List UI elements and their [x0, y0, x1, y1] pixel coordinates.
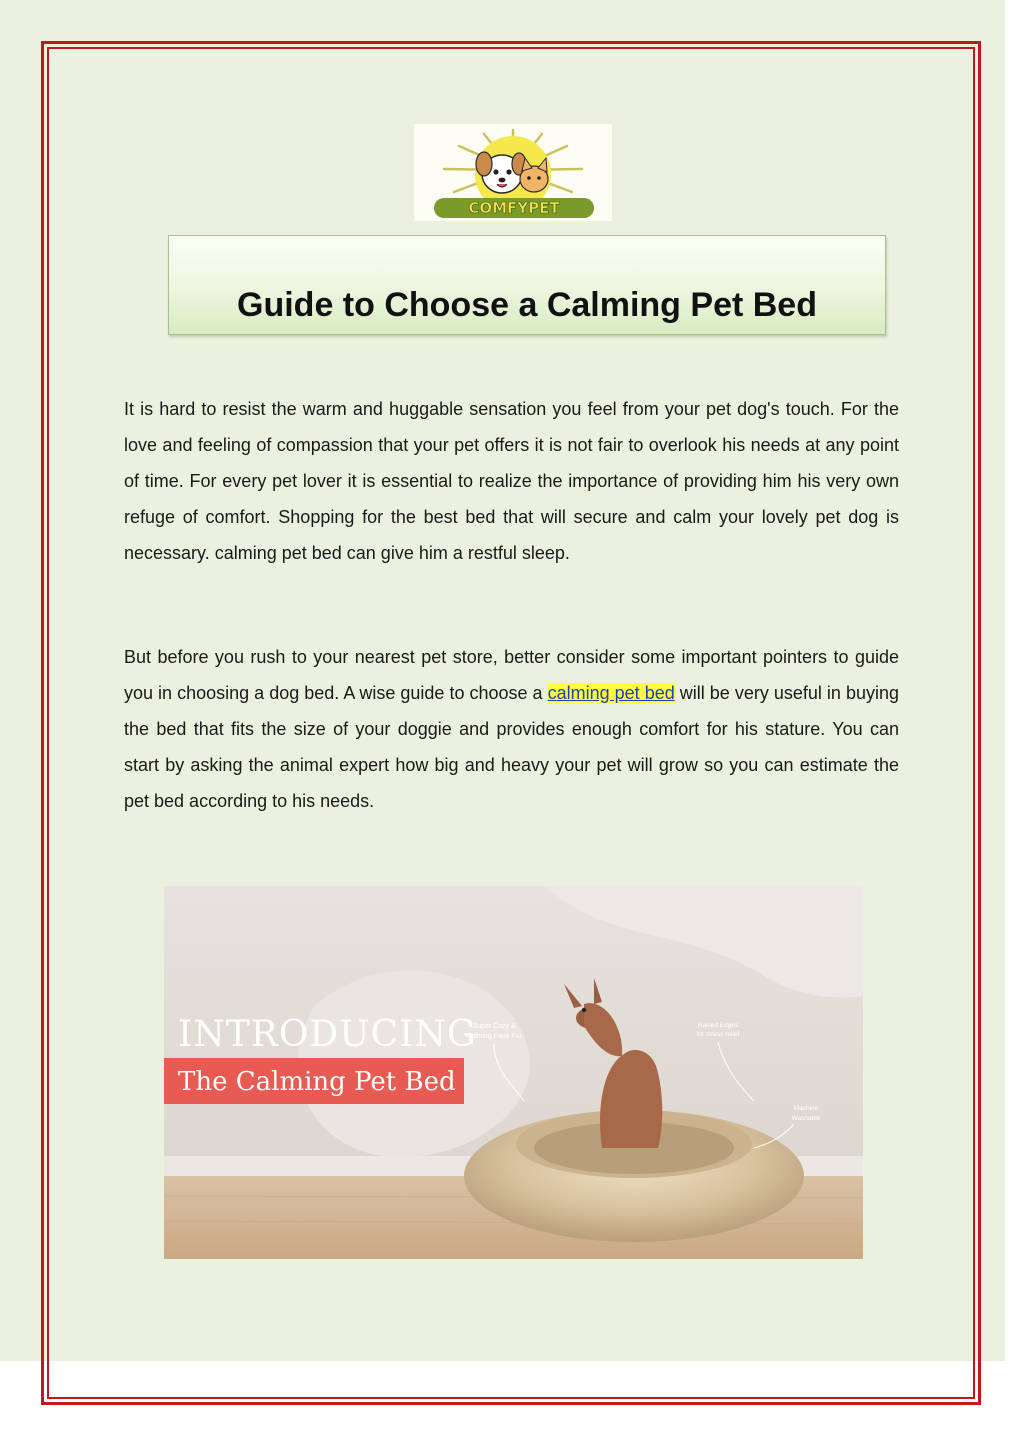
callout-washable-1: Machine [793, 1105, 819, 1112]
hero-heading: INTRODUCING [178, 1014, 477, 1055]
guide-paragraph-before: But before you rush to your nearest pet store, better consider some important pointers to guide you in choosing a dog bed. A wise guide to choose a [124, 647, 899, 703]
product-photo [164, 886, 863, 1259]
callout-faux-fur-1: Super Cozy & [472, 1023, 516, 1030]
callout-raised-edges-2: for stress relief [696, 1031, 740, 1038]
guide-paragraph [124, 639, 899, 819]
logo-wordmark: COMFYPET [468, 199, 560, 217]
comfypet-logo [414, 124, 612, 221]
hero-banner-text: The Calming Pet Bed [178, 1067, 456, 1097]
dog-and-cat-sun-logo-icon [414, 124, 612, 221]
intro-paragraph: It is hard to resist the warm and huggable sensation you feel from your pet dog's touch. For the love and feeling of compassion that your pet offers it is not fair to overlook his needs at any point of time. For every pet lover it is essential to realize the importance of providing him his very own refuge of comfort. Shopping for the best bed that will secure and calm your lovely pet dog is necessary. calming pet bed can give him a restful sleep. [124, 399, 899, 563]
callout-raised-edges-1: Raised Edges [697, 1022, 739, 1029]
page-title: Guide to Choose a Calming Pet Bed [237, 286, 817, 324]
title-banner [168, 235, 886, 335]
calming-pet-bed-link[interactable]: calming pet bed [547, 683, 675, 703]
calming-pet-bed-product-image [164, 886, 863, 1259]
callout-faux-fur-2: Calming Faux Fur [466, 1033, 522, 1040]
callout-washable-2: Washable [791, 1115, 821, 1122]
guide-paragraph-after: will be very useful in buying the bed that fits the size of your doggie and provides enough comfort for his stature. You can start by asking the animal expert how big and heavy your pet will grow so you can estimate the pet bed according to his needs. [124, 683, 899, 811]
